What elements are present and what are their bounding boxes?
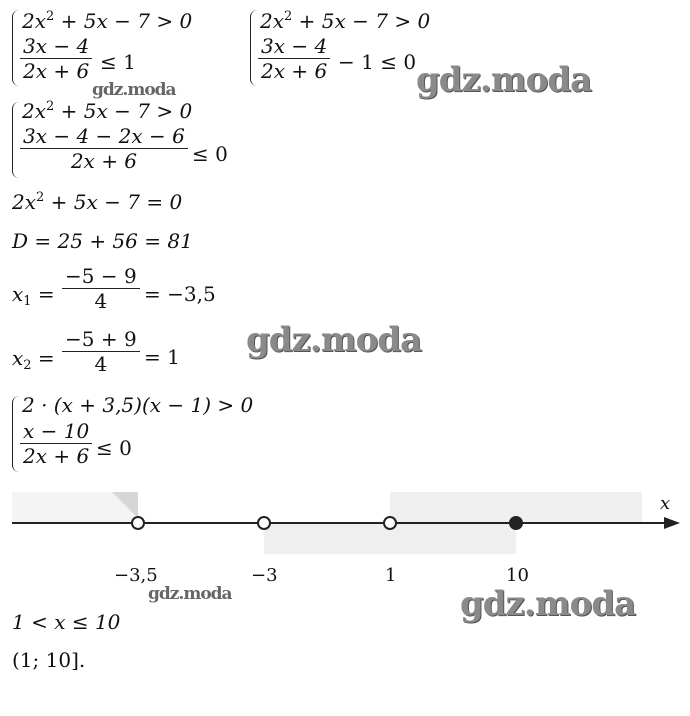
watermark: gdz.moda bbox=[92, 80, 176, 100]
watermark: gdz.moda bbox=[416, 60, 592, 100]
system1b-fraction: $\frac{3x - 4}{2x + 6}$ bbox=[258, 34, 330, 83]
tick-label: −3,5 bbox=[114, 565, 158, 586]
tick-label: 1 bbox=[385, 565, 397, 586]
answer-interval: (1; 10]. bbox=[12, 648, 86, 672]
point-open bbox=[132, 517, 144, 529]
point-open bbox=[384, 517, 396, 529]
root2-fraction: $\frac{-5 + 9}{4}$ bbox=[62, 327, 140, 376]
system3-fraction: $\frac{x - 10}{2x + 6}$ bbox=[20, 419, 92, 468]
watermark: gdz.moda bbox=[460, 584, 636, 624]
tick-label: −3 bbox=[251, 565, 278, 586]
system1a-ineq1: $2x^2 + 5x - 7 > 0$ bbox=[22, 9, 193, 33]
watermark: gdz.moda bbox=[246, 320, 422, 360]
point-filled bbox=[510, 517, 522, 529]
root2-result: = 1 bbox=[144, 345, 180, 369]
discriminant-line: D = 25 + 56 = 81 bbox=[12, 229, 193, 253]
root1-result: = −3,5 bbox=[144, 282, 216, 306]
system-brace bbox=[12, 396, 19, 472]
quadratic-equation: $2x^2 + 5x - 7 = 0$ bbox=[12, 190, 183, 214]
system2-relation: ≤ 0 bbox=[192, 142, 228, 166]
system3-ineq1: 2 · (x + 3,5)(x − 1) > 0 bbox=[22, 393, 254, 417]
system2-ineq1: $2x^2 + 5x - 7 > 0$ bbox=[22, 99, 193, 123]
system1b-relation: − 1 ≤ 0 bbox=[338, 50, 417, 74]
axis-label: x bbox=[660, 493, 671, 514]
system-brace bbox=[250, 10, 257, 86]
root1-label: $x_1$ = bbox=[12, 282, 55, 309]
system1a-relation: ≤ 1 bbox=[100, 50, 136, 74]
answer-inequality: 1 < x ≤ 10 bbox=[12, 610, 121, 634]
system-brace bbox=[12, 10, 19, 86]
point-open bbox=[258, 517, 270, 529]
root1-fraction: $\frac{-5 - 9}{4}$ bbox=[62, 264, 140, 313]
tick-label: 10 bbox=[506, 565, 529, 586]
number-line bbox=[0, 488, 690, 598]
system1b-ineq1: $2x^2 + 5x - 7 > 0$ bbox=[260, 9, 431, 33]
watermark: gdz.moda bbox=[148, 584, 232, 604]
system2-fraction: $\frac{3x - 4 - 2x - 6}{2x + 6}$ bbox=[20, 124, 188, 173]
system3-relation: ≤ 0 bbox=[96, 436, 132, 460]
system1a-fraction: $\frac{3x - 4}{2x + 6}$ bbox=[20, 34, 92, 83]
axis-arrow-icon bbox=[664, 517, 680, 529]
root2-label: $x_2$ = bbox=[12, 346, 55, 373]
system-brace bbox=[12, 102, 19, 178]
